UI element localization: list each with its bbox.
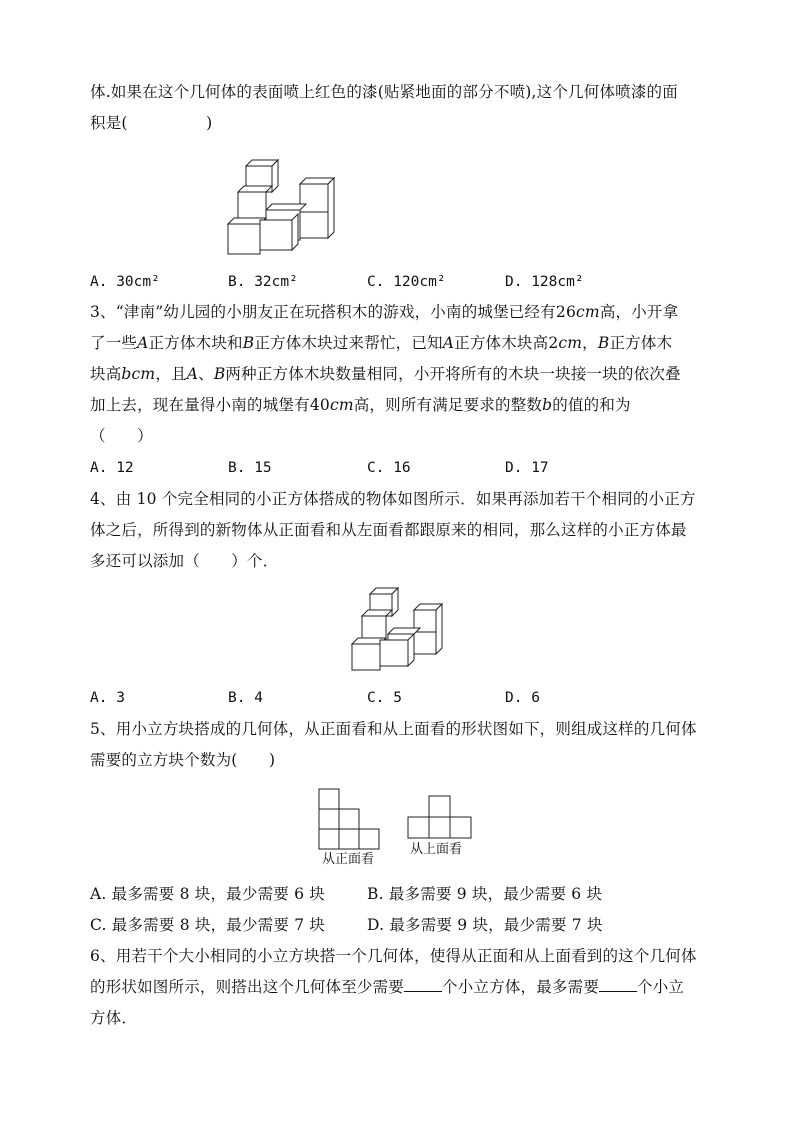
q2-text-line2: 积是( ) bbox=[90, 114, 213, 132]
q2-option-d: D. 128cm² bbox=[505, 274, 584, 290]
q2-cube-figure bbox=[222, 148, 337, 258]
q3-var-a-2: A bbox=[442, 334, 455, 352]
q3-option-d: D. 17 bbox=[505, 460, 549, 476]
q5-option-b: B. 最多需要 9 块，最少需要 6 块 bbox=[367, 885, 603, 903]
q4-option-d: D. 6 bbox=[505, 690, 540, 706]
q3-line3-part-a: 块高 bbox=[90, 365, 122, 383]
q3-option-b: B. 15 bbox=[228, 460, 272, 476]
q3-var-b-2: B bbox=[597, 334, 610, 352]
q3-var-a: A bbox=[137, 334, 149, 352]
q3-line4-part-a: 加上去，现在量得小南的城堡有 bbox=[90, 396, 310, 414]
q6-answer-blank-max[interactable] bbox=[599, 977, 637, 992]
q5-option-d: D. 最多需要 9 块，最少需要 7 块 bbox=[367, 916, 603, 934]
q5-top-view-figure bbox=[407, 795, 473, 839]
q5-front-view-figure bbox=[318, 788, 382, 850]
q3-unit-cm-1: cm bbox=[576, 303, 600, 321]
q5-option-c: C. 最多需要 8 块，最少需要 7 块 bbox=[90, 916, 326, 934]
q3-text-line3 bbox=[90, 364, 681, 384]
q3-line1-part-a: 3、“津南”幼儿园的小朋友正在玩搭积木的游戏，小南的城堡已经有 bbox=[90, 303, 556, 321]
q3-text-line2 bbox=[90, 333, 672, 353]
q3-var-bcm: bcm bbox=[121, 365, 156, 383]
q4-text-line3: 多还可以添加（ ）个． bbox=[90, 552, 279, 570]
q3-option-c: C. 16 bbox=[367, 460, 411, 476]
q2-text-line1: 体.如果在这个几何体的表面喷上红色的漆(贴紧地面的部分不喷),这个几何体喷漆的面 bbox=[90, 83, 678, 101]
q3-unit-cm-4: cm bbox=[329, 396, 354, 414]
q3-height-40: 40 bbox=[309, 396, 330, 414]
q5-option-a: A. 最多需要 8 块，最少需要 6 块 bbox=[90, 885, 325, 903]
q3-height-2: 2 bbox=[548, 334, 559, 352]
q2-option-c: C. 120cm² bbox=[367, 274, 446, 290]
q3-unit-cm-2: cm bbox=[558, 334, 583, 352]
q3-line2-part-e: ， bbox=[582, 334, 598, 352]
q6-text-line3: 方体． bbox=[90, 1009, 138, 1027]
q5-text-line1: 5、用小立方块搭成的几何体，从正面看和从上面看的形状图如下，则组成这样的几何体 bbox=[90, 720, 697, 738]
q6-line2-part-c: 个小立 bbox=[637, 978, 685, 996]
q3-line2-part-a: 了一些 bbox=[90, 334, 138, 352]
q2-option-b: B. 32cm² bbox=[228, 274, 298, 290]
q3-line3-part-c: 、 bbox=[198, 365, 214, 383]
q4-option-b: B. 4 bbox=[228, 690, 263, 706]
q4-option-a: A. 3 bbox=[90, 690, 125, 706]
q4-text-line1: 4、由 10 个完全相同的小正方体搭成的物体如图所示．如果再添加若干个相同的小正方 bbox=[90, 490, 696, 508]
q3-var-a-3: A bbox=[186, 365, 199, 383]
q6-line2-part-a: 的形状如图所示，则搭出这个几何体至少需要 bbox=[90, 978, 405, 996]
q3-var-b: B bbox=[242, 334, 255, 352]
q3-var-b-4: b bbox=[542, 396, 553, 414]
q5-caption-front: 从正面看 bbox=[322, 852, 375, 867]
q4-cube-figure bbox=[348, 582, 448, 672]
q3-line2-part-c: 正方体木块过来帮忙，已知 bbox=[254, 334, 443, 352]
q3-text-line5: （ ） bbox=[90, 427, 153, 445]
q3-line3-part-d: 两种正方体木块数量相同，小开将所有的木块一块接一块的依次叠 bbox=[225, 365, 681, 383]
q3-line4-part-c: 的值的和为 bbox=[552, 396, 631, 414]
q5-text-line2: 需要的立方块个数为( ) bbox=[90, 751, 276, 769]
q3-line3-part-b: ，且 bbox=[155, 365, 187, 383]
q3-text-line4 bbox=[90, 395, 631, 415]
q2-option-a: A. 30cm² bbox=[90, 274, 160, 290]
q3-line4-part-b: 高，则所有满足要求的整数 bbox=[353, 396, 543, 414]
q5-caption-top: 从上面看 bbox=[410, 842, 463, 857]
q6-text-line1: 6、用若干个大小相同的小立方块搭一个几何体，使得从正面和从上面看到的这个几何体 bbox=[90, 947, 697, 965]
q4-text-line2: 体之后，所得到的新物体从正面看和从左面看都跟原来的相同，那么这样的小正方体最 bbox=[90, 521, 687, 539]
q3-line2-part-f: 正方体木 bbox=[609, 334, 673, 352]
q6-answer-blank-min[interactable] bbox=[404, 977, 442, 992]
q3-height-26: 26 bbox=[555, 303, 577, 321]
q3-line2-part-d: 正方体木块高 bbox=[454, 334, 549, 352]
q3-var-b-3: B bbox=[213, 365, 226, 383]
q3-line2-part-b: 正方体木块和 bbox=[148, 334, 243, 352]
q3-text-line1 bbox=[90, 302, 678, 322]
q3-line1-part-b: 高，小开拿 bbox=[599, 303, 679, 321]
q6-line2-part-b: 个小立方体，最多需要 bbox=[442, 978, 600, 996]
q6-text-line2 bbox=[90, 977, 684, 997]
q3-option-a: A. 12 bbox=[90, 460, 134, 476]
q4-option-c: C. 5 bbox=[367, 690, 402, 706]
